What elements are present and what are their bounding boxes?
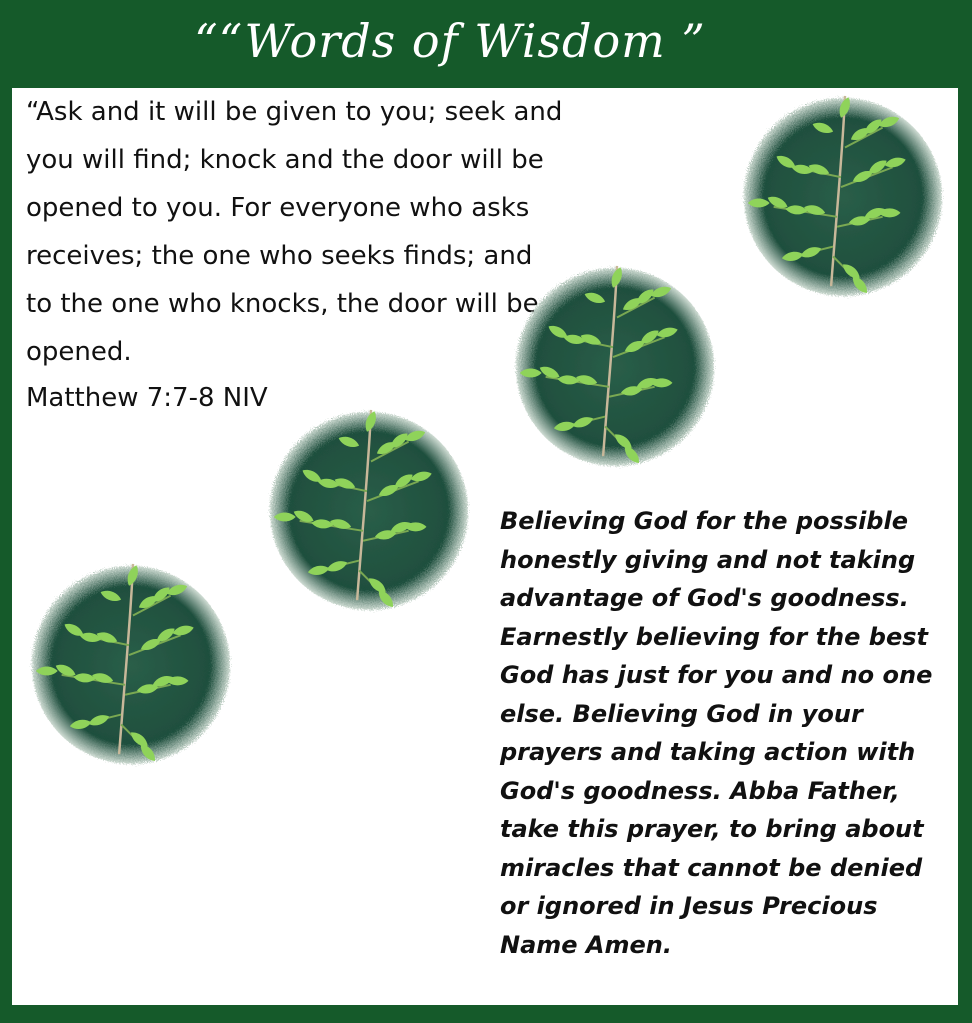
- page-title: ““Words of Wisdom ”: [194, 14, 706, 68]
- leaf-branch-icon: [22, 556, 240, 774]
- content-panel: [12, 88, 958, 1005]
- prayer-text: Believing God for the possible honestly giving and not taking advantage of God's goodness. Earnestly believing for the best God has just for you and no one else. Believing God in your prayers and taking action with God's goodness. Abba Father, take this prayer, to bring about miracles that cannot be denied or ignored in Jesus Precious Name Amen.: [500, 507, 933, 959]
- leaf-branch-icon: [260, 402, 478, 620]
- leaf-branch-icon: [506, 258, 724, 476]
- scripture-reference: Matthew 7:7-8 NIV: [26, 383, 268, 413]
- leaf-branch-icon: [734, 88, 952, 306]
- scripture-text: “Ask and it will be given to you; seek and you will find; knock and the door will be opened to you. For everyone who asks receives; the one who seeks finds; and to the one who knocks, the door will be opened.: [26, 97, 563, 367]
